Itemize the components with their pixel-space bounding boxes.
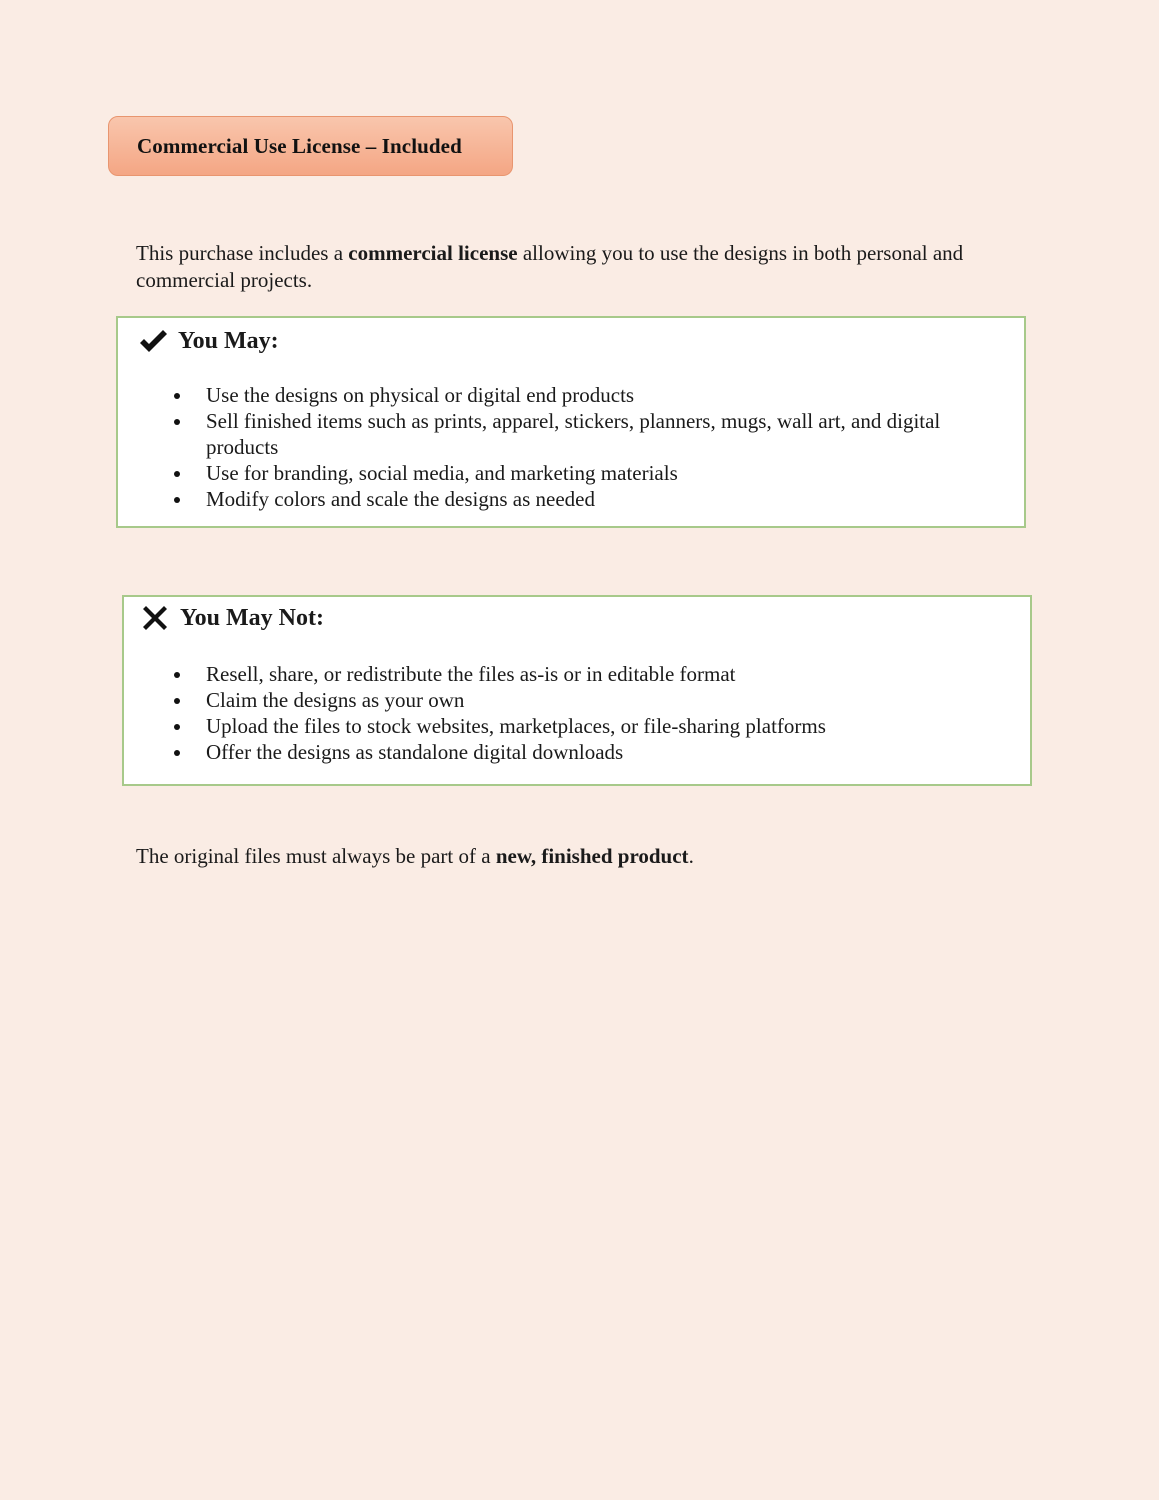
you-may-box xyxy=(116,316,1026,528)
intro-paragraph xyxy=(136,240,1016,294)
list-item: Sell finished items such as prints, apparel, stickers, planners, mugs, wall art, and digital products xyxy=(166,408,1006,460)
you-may-not-box xyxy=(122,595,1032,786)
list-item: Offer the designs as standalone digital downloads xyxy=(166,739,1006,765)
intro-text-before: This purchase includes a xyxy=(136,241,349,265)
license-title-badge xyxy=(108,116,513,176)
intro-text-bold: commercial license xyxy=(348,241,518,265)
checkmark-icon xyxy=(138,326,168,356)
you-may-not-list xyxy=(166,661,1006,765)
list-item: Claim the designs as your own xyxy=(166,687,1006,713)
list-item: Resell, share, or redistribute the files as-is or in editable format xyxy=(166,661,1006,687)
list-item: Modify colors and scale the designs as needed xyxy=(166,486,1006,512)
you-may-not-heading: You May Not: xyxy=(180,604,324,631)
list-item: Use for branding, social media, and marketing materials xyxy=(166,460,1006,486)
x-mark-icon xyxy=(140,603,170,633)
you-may-heading: You May: xyxy=(178,327,279,354)
intro-text-after: allowing you to use the designs in both personal and commercial projects. xyxy=(136,241,964,292)
footer-note xyxy=(136,843,694,870)
you-may-not-header xyxy=(140,603,324,633)
footer-text-after: . xyxy=(688,844,694,868)
you-may-list xyxy=(166,382,1006,512)
list-item: Upload the files to stock websites, marketplaces, or file-sharing platforms xyxy=(166,713,1006,739)
page-title: Commercial Use License – Included xyxy=(137,133,462,158)
footer-text-bold: new, finished product xyxy=(495,844,689,868)
you-may-header xyxy=(138,326,279,356)
list-item: Use the designs on physical or digital end products xyxy=(166,382,1006,408)
footer-text-before: The original files must always be part of a xyxy=(136,844,496,868)
